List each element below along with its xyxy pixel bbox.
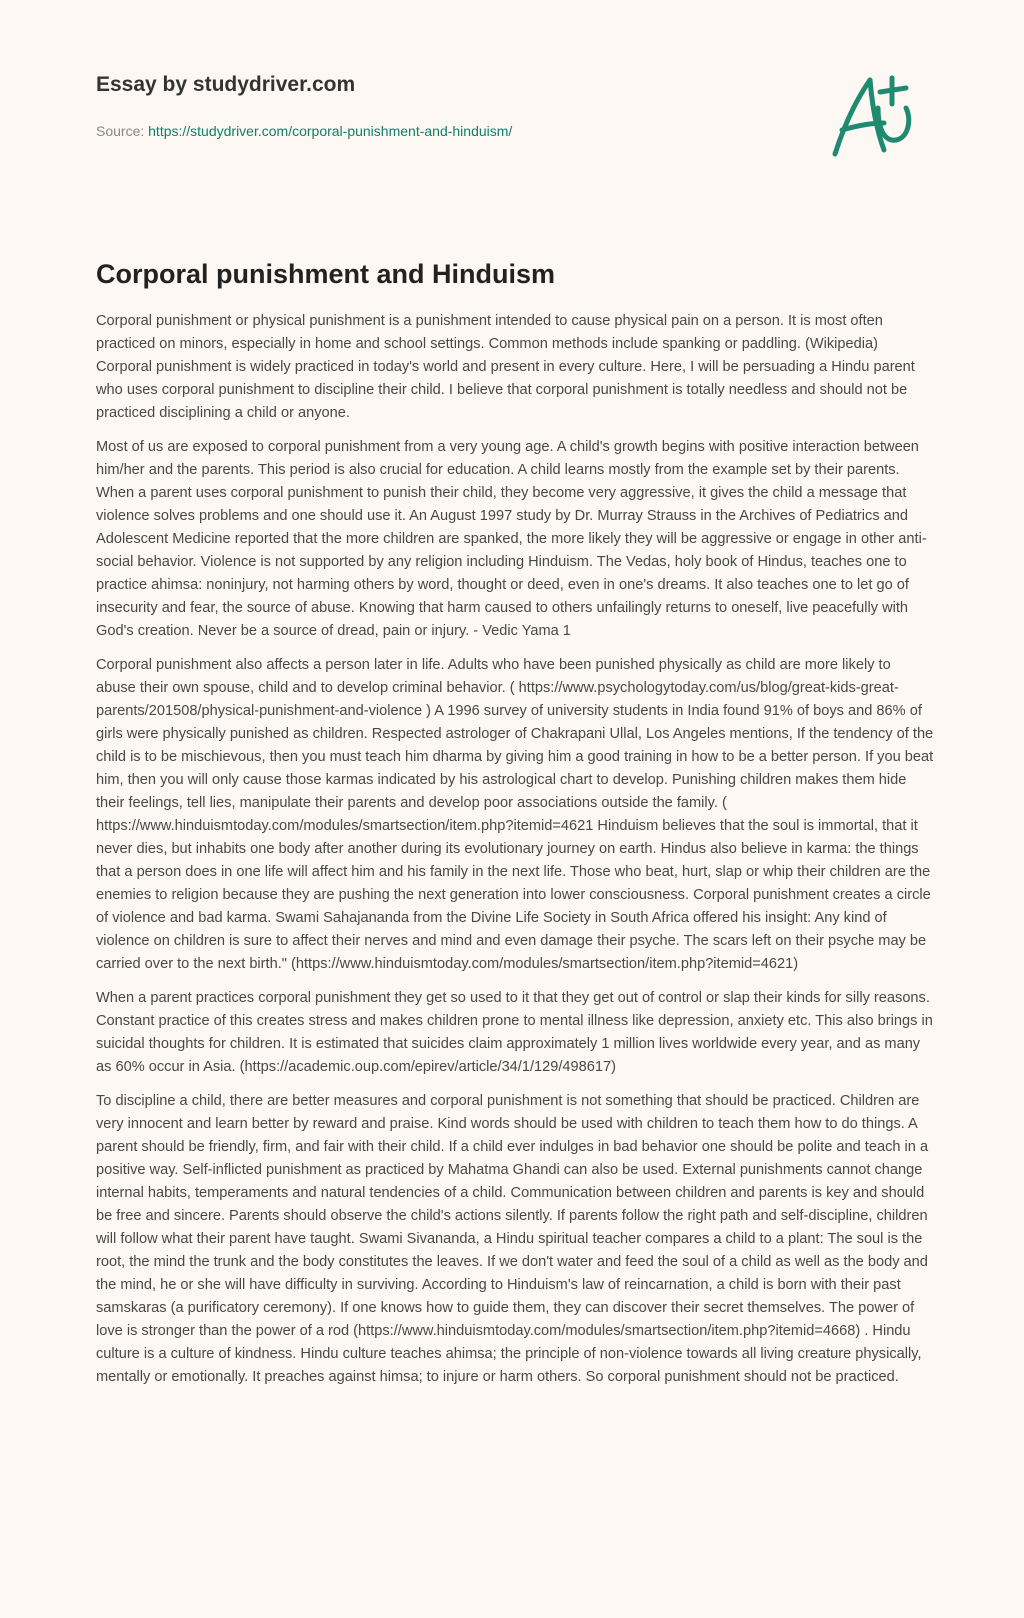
source-label: Source: (96, 123, 149, 139)
paragraph-1: Corporal punishment or physical punishment is a punishment intended to cause physical pain on a person. It is most often practiced on minors, especially in home and school settings. Common methods include spanking or paddling. (Wikipedia) Corporal punishment is widely practiced in today's world and present in every culture. Here, I will be persuading a Hindu parent who uses corporal punishment to discipline their child. I believe that corporal punishment is totally needless and should not be practiced disciplining a child or anyone. (96, 313, 915, 421)
page-title: Corporal punishment and Hinduism (96, 259, 556, 289)
paragraph-2: Most of us are exposed to corporal punishment from a very young age. A child's growth begins with positive interaction between him/her and the parents. This period is also crucial for education. A child learns mostly from the example set by their parents. When a parent uses corporal punishment to punish their child, they become very aggressive, it gives the child a message that violence solves problems and one should use it. An August 1997 study by Dr. Murray Strauss in the Archives of Pediatrics and Adolescent Medicine reported that the more children are spanked, the more likely they will be aggressive or engage in other anti-social behavior. Violence is not supported by any religion including Hinduism. The Vedas, holy book of Hindus, teaches one to practice ahimsa: noninjury, not harming others by word, thought or deed, even in one's dreams. It also teaches one to let go of insecurity and fear, the source of abuse. Knowing that harm caused to others unfailingly returns to oneself, live peacefully with God's creation. Never be a source of dread, pain or injury. - Vedic Yama 1 (96, 439, 927, 639)
a-plus-grade-icon (820, 68, 930, 168)
source-link[interactable]: https://studydriver.com/corporal-punishment-and-hinduism/ (148, 123, 513, 139)
site-title: Essay by studydriver.com (96, 73, 356, 96)
paragraph-4: When a parent practices corporal punishment they get so used to it that they get out of control or slap their kinds for silly reasons. Constant practice of this creates stress and makes children prone to mental illness like depression, anxiety etc. This also brings in suicidal thoughts for children. It is estimated that suicides claim approximately 1 million lives worldwide every year, and as many as 60% occur in Asia. (https://academic.oup.com/epirev/article/34/1/129/498617) (96, 990, 933, 1075)
source-line (96, 122, 796, 140)
paragraph-3: Corporal punishment also affects a person later in life. Adults who have been punished physically as child are more likely to abuse their own spouse, child and to develop criminal behavior. ( https://www.psychologytoday.com/us/blog/great-kids-great-parents/201508/physical-punishment-and-violence ) A 1996 survey of university students in India found 91% of boys and 86% of girls were physically punished as children. Respected astrologer of Chakrapani Ullal, Los Angeles mentions, If the tendency of the child is to be mischievous, then you must teach him dharma by giving him a good training in how to be a better person. If you beat him, then you will only cause those karmas indicated by his astrological chart to develop. Punishing children makes them hide their feelings, tell lies, manipulate their parents and develop poor associations outside the family. ( https://www.hinduismtoday.com/modules/smartsection/item.php?itemid=4621 Hinduism believes that the soul is immortal, that it never dies, but inhabits one body after another during its evolutionary journey on earth. Hindus also believe in karma: the things that a person does in one life will affect him and his family in the next life. Those who beat, hurt, slap or whip their children are the enemies to religion because they are pushing the next generation into lower consciousness. Corporal punishment creates a circle of violence and bad karma. Swami Sahajananda from the Divine Life Society in South Africa offered his insight: Any kind of violence on children is sure to affect their nerves and mind and even damage their psyche. The scars left on their psyche may be carried over to the next birth." (https://www.hinduismtoday.com/modules/smartsection/item.php?itemid=4621) (96, 657, 934, 972)
page-header (96, 70, 796, 140)
article (96, 256, 934, 1400)
paragraph-5: To discipline a child, there are better measures and corporal punishment is not something that should be practiced. Children are very innocent and learn better by reward and praise. Kind words should be used with children to teach them how to do things. A parent should be friendly, firm, and fair with their child. If a child ever indulges in bad behavior one should be polite and teach in a positive way. Self-inflicted punishment as practiced by Mahatma Ghandi can also be used. External punishments cannot change internal habits, temperaments and natural tendencies of a child. Communication between children and parents is key and should be free and sincere. Parents should observe the child's actions silently. If parents follow the right path and self-discipline, children will follow what their parent have taught. Swami Sivananda, a Hindu spiritual teacher compares a child to a plant: The soul is the root, the mind the trunk and the body constitutes the leaves. If we don't water and feed the soul of a child as well as the body and the mind, he or she will have difficulty in surviving. According to Hinduism's law of reincarnation, a child is born with their past samskaras (a purificatory ceremony). If one knows how to guide them, they can discover their secret themselves. The power of love is stronger than the power of a rod (https://www.hinduismtoday.com/modules/smartsection/item.php?itemid=4668) . Hindu culture is a culture of kindness. Hindu culture teaches ahimsa; the principle of non-violence towards all living creature physically, mentally or emotionally. It preaches against himsa; to injure or harm others. So corporal punishment should not be practiced. (96, 1093, 929, 1385)
